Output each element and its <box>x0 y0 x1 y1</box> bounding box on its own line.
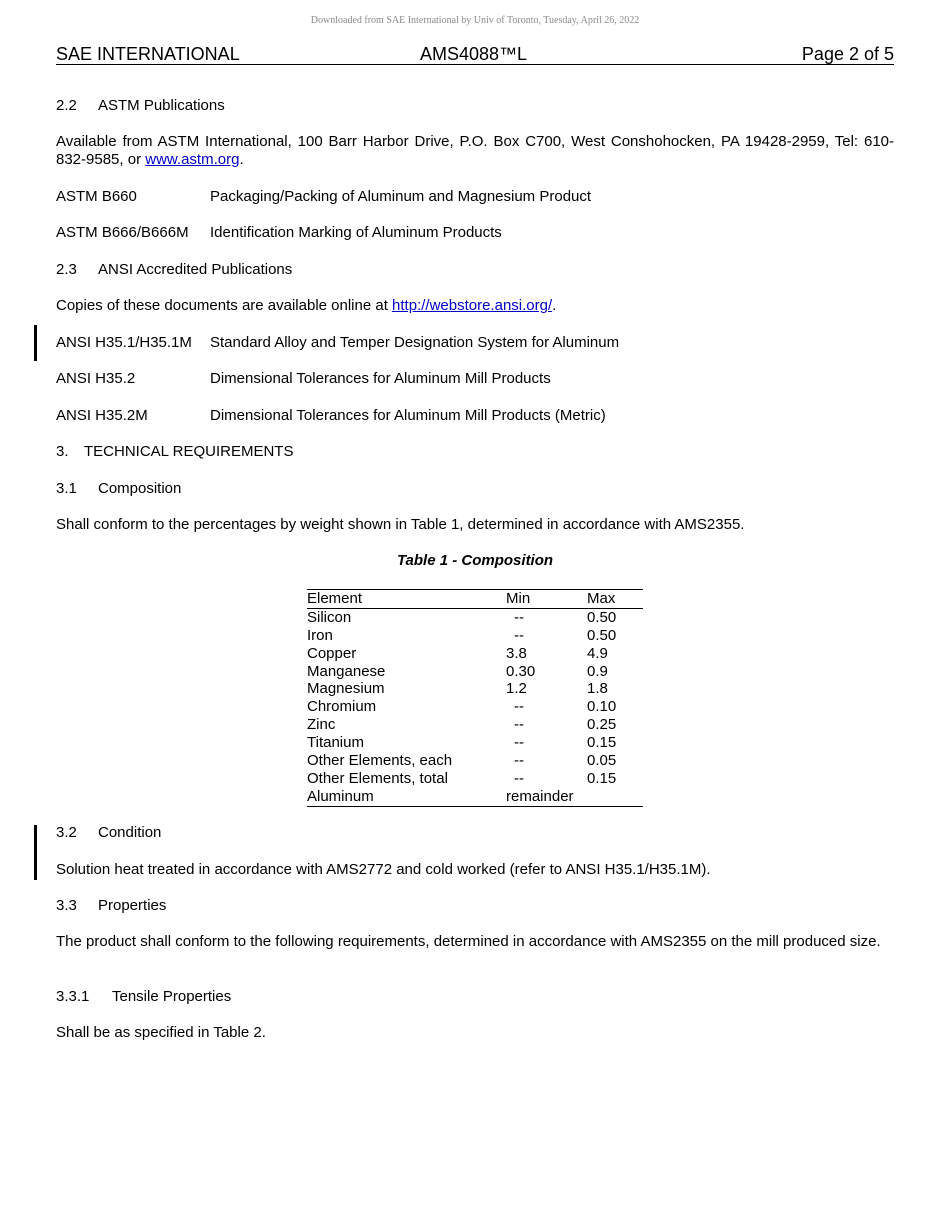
cell-element: Magnesium <box>307 680 385 698</box>
section-3-3-heading <box>56 897 166 915</box>
cell-max: 0.50 <box>587 608 617 626</box>
cell-min: 1.2 <box>506 680 527 698</box>
cell-min: remainder <box>506 787 574 805</box>
cell-element: Other Elements, each <box>307 752 453 770</box>
section-title: Composition <box>98 480 182 497</box>
table-row <box>307 716 643 734</box>
composition-table <box>307 589 643 807</box>
section-title: ASTM Publications <box>98 97 225 114</box>
condition-paragraph: Solution heat treated in accordance with AMS2772 and cold worked (refer to ANSI H35.1/H35.1M). <box>56 861 711 878</box>
astm-availability-text: Available from ASTM International, 100 Barr Harbor Drive, P.O. Box C700, West Conshohocken, PA 19428-2959, Tel: 610-832-9585, or <box>56 133 894 168</box>
cell-max: 0.15 <box>587 769 617 787</box>
table-row <box>307 752 643 770</box>
header-element: Element <box>307 590 363 607</box>
cell-element: Aluminum <box>307 787 374 805</box>
cell-max: 1.8 <box>587 680 608 698</box>
cell-max: 0.25 <box>587 716 617 734</box>
astm-website-link[interactable]: www.astm.org <box>145 151 240 168</box>
table-row <box>307 663 643 681</box>
section-title: Properties <box>98 897 167 914</box>
table-row <box>307 698 643 716</box>
cell-min: 3.8 <box>506 644 527 662</box>
ansi-copies-paragraph <box>56 297 556 315</box>
section-2-3-heading <box>56 261 292 279</box>
section-title: TECHNICAL REQUIREMENTS <box>84 443 294 460</box>
ref-code-astm-b666: ASTM B666/B666M <box>56 224 189 241</box>
section-2-2-heading <box>56 97 225 115</box>
table-row <box>307 645 643 663</box>
table-row <box>307 680 643 698</box>
cell-min: -- <box>514 608 524 626</box>
cell-min: 0.30 <box>506 662 536 680</box>
section-number: 3.1 <box>56 480 77 497</box>
cell-min: -- <box>514 626 524 644</box>
cell-max: 0.05 <box>587 752 617 770</box>
table-row <box>307 627 643 645</box>
tensile-properties-paragraph: Shall be as specified in Table 2. <box>56 1024 266 1041</box>
section-number: 2.2 <box>56 97 77 114</box>
ansi-copies-suffix: . <box>552 297 557 314</box>
header-org: SAE INTERNATIONAL <box>56 44 240 64</box>
section-number: 3.3.1 <box>56 988 90 1005</box>
cell-element: Iron <box>307 626 333 644</box>
header-max: Max <box>587 590 616 607</box>
download-notice: Downloaded from SAE International by Univ of Toronto, Tuesday, April 26, 2022 <box>310 15 640 26</box>
cell-element: Silicon <box>307 608 352 626</box>
cell-element: Other Elements, total <box>307 769 448 787</box>
page-header <box>56 44 894 65</box>
table-1-caption: Table 1 - Composition <box>396 552 554 569</box>
cell-element: Titanium <box>307 734 364 752</box>
table-row <box>307 609 643 627</box>
ref-code-astm-b660: ASTM B660 <box>56 188 137 205</box>
cell-min: -- <box>514 716 524 734</box>
astm-availability-suffix: . <box>239 151 244 168</box>
cell-min: -- <box>514 769 524 787</box>
cell-max: 0.10 <box>587 698 617 716</box>
section-number: 3.3 <box>56 897 77 914</box>
ref-code-ansi-h35-2: ANSI H35.2 <box>56 370 136 387</box>
astm-availability-paragraph <box>56 133 894 169</box>
section-number: 3. <box>56 443 69 460</box>
header-min: Min <box>506 590 531 607</box>
section-title: ANSI Accredited Publications <box>98 261 293 278</box>
cell-max: 4.9 <box>587 644 608 662</box>
composition-paragraph: Shall conform to the percentages by weight shown in Table 1, determined in accordance with AMS2355. <box>56 516 745 533</box>
ansi-webstore-link[interactable]: http://webstore.ansi.org/ <box>392 297 553 314</box>
section-3-1-heading <box>56 480 181 498</box>
cell-element: Zinc <box>307 716 336 734</box>
header-page-number: Page 2 of 5 <box>801 44 894 64</box>
table-row <box>307 788 643 806</box>
header-doc-id: AMS4088™L <box>420 44 528 64</box>
ref-code-ansi-h35-2m: ANSI H35.2M <box>56 407 148 424</box>
cell-min: -- <box>514 734 524 752</box>
cell-max: 0.15 <box>587 734 617 752</box>
cell-element: Copper <box>307 644 357 662</box>
properties-paragraph: The product shall conform to the following requirements, determined in accordance with AMS2355 on the mill produced size. <box>56 933 881 950</box>
table-header-row <box>307 590 643 609</box>
table-row <box>307 770 643 788</box>
section-number: 2.3 <box>56 261 77 278</box>
cell-max: 0.50 <box>587 626 617 644</box>
revision-change-bar <box>34 825 37 880</box>
cell-element: Manganese <box>307 662 386 680</box>
ref-code-ansi-h35-1: ANSI H35.1/H35.1M <box>56 334 192 351</box>
ref-title-astm-b660: Packaging/Packing of Aluminum and Magnesium Product <box>210 188 592 205</box>
ansi-copies-text: Copies of these documents are available online at <box>56 297 393 314</box>
ref-title-ansi-h35-2: Dimensional Tolerances for Aluminum Mill Products <box>210 370 551 387</box>
cell-min: -- <box>514 698 524 716</box>
cell-max: 0.9 <box>587 662 608 680</box>
section-3-heading <box>56 443 293 461</box>
ref-title-ansi-h35-2m: Dimensional Tolerances for Aluminum Mill Products (Metric) <box>210 407 606 424</box>
section-number: 3.2 <box>56 824 77 841</box>
section-title: Condition <box>98 824 162 841</box>
section-title: Tensile Properties <box>112 988 232 1005</box>
table-row <box>307 734 643 752</box>
revision-change-bar <box>34 325 37 361</box>
section-3-2-heading <box>56 824 161 842</box>
cell-element: Chromium <box>307 698 377 716</box>
ref-title-astm-b666: Identification Marking of Aluminum Products <box>210 224 502 241</box>
section-3-3-1-heading <box>56 988 231 1006</box>
ref-title-ansi-h35-1: Standard Alloy and Temper Designation System for Aluminum <box>210 334 620 351</box>
cell-min: -- <box>514 752 524 770</box>
